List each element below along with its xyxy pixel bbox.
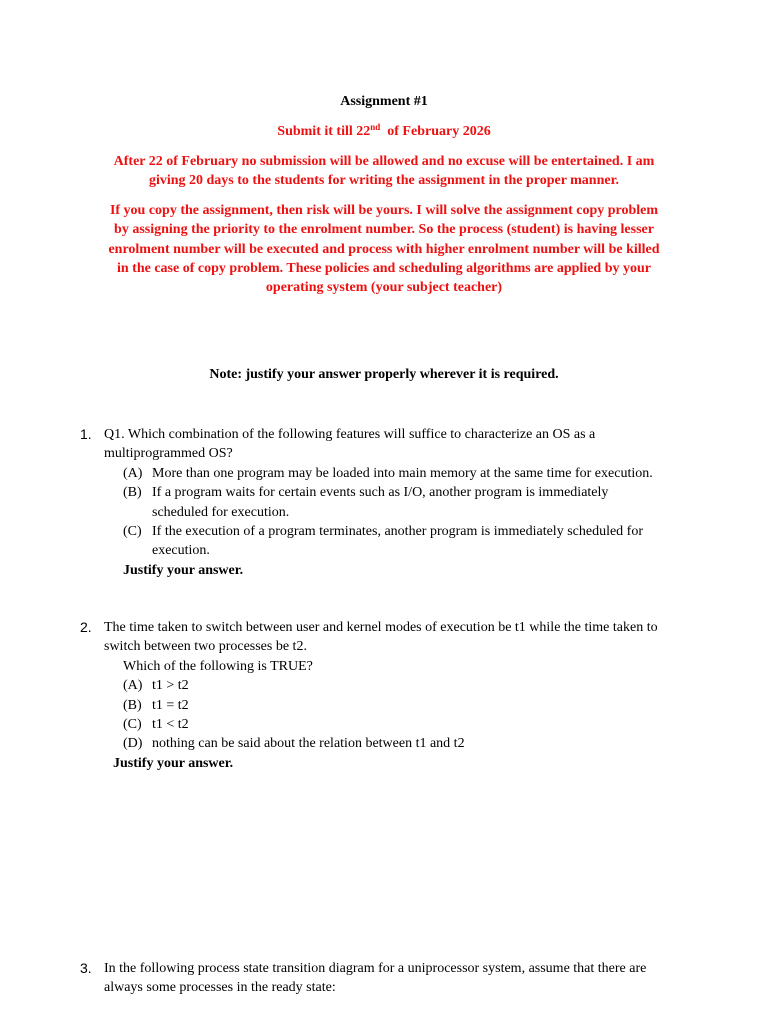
question-text: Q1. Which combination of the following features will suffice to characterize an OS as a multiprogrammed OS? xyxy=(104,427,596,462)
option-list xyxy=(123,676,663,754)
option-a xyxy=(123,464,663,483)
submission-deadline xyxy=(0,123,768,141)
question-text: The time taken to switch between user and kernel modes of execution be t1 while the time taken to switch between two processes be t2. xyxy=(104,620,658,655)
question-text: In the following process state transition diagram for a uniprocessor system, assume that there are always some processes in the ready state: xyxy=(104,961,647,996)
question-number: 3. xyxy=(80,960,92,976)
question-number: 1. xyxy=(80,426,92,442)
policy-line: If you copy the assignment, then risk will be yours. I will solve the assignment copy problem xyxy=(109,203,659,218)
warning-line: giving 20 days to the students for writing the assignment in the proper manner. xyxy=(148,173,620,189)
question-1 xyxy=(80,425,680,580)
justify-answer-label: Justify your answer. xyxy=(123,562,244,578)
option-text: t1 > t2 xyxy=(152,678,189,694)
policy-line: in the case of copy problem. These policies and scheduling algorithms are applied by your xyxy=(117,260,651,276)
question-number: 2. xyxy=(80,619,92,635)
option-b xyxy=(123,483,663,522)
option-text: t1 < t2 xyxy=(152,717,189,733)
option-label: (C) xyxy=(123,717,142,733)
option-label: (A) xyxy=(123,465,143,481)
deadline-superscript: nd xyxy=(370,122,381,132)
option-text: nothing can be said about the relation between t1 and t2 xyxy=(152,736,465,752)
option-label: (D) xyxy=(123,736,143,752)
option-c xyxy=(123,522,663,561)
late-submission-warning xyxy=(78,152,690,191)
policy-line: operating system (your subject teacher) xyxy=(265,280,503,296)
policy-line: by assigning the priority to the enrolment number. So the process (student) is having lesser xyxy=(114,222,654,238)
question-3 xyxy=(80,959,680,998)
option-a xyxy=(123,676,663,695)
option-text: If a program waits for certain events such as I/O, another program is immediately scheduled for execution. xyxy=(152,485,609,520)
option-label: (B) xyxy=(123,485,142,501)
warning-line: After 22 of February no submission will be allowed and no excuse will be entertained. I am xyxy=(113,154,655,169)
option-d xyxy=(123,734,663,753)
option-list xyxy=(123,464,663,561)
option-label: (B) xyxy=(123,697,142,713)
option-label: (A) xyxy=(123,678,143,694)
assignment-title: Assignment #1 xyxy=(340,94,428,109)
option-text: t1 = t2 xyxy=(152,697,189,713)
option-text: If the execution of a program terminates, another program is immediately scheduled for execution. xyxy=(152,524,643,559)
option-c xyxy=(123,715,663,734)
deadline-suffix: of February 2026 xyxy=(380,124,491,139)
option-text: More than one program may be loaded into main memory at the same time for execution. xyxy=(152,465,653,481)
option-label: (C) xyxy=(123,524,142,540)
copy-policy-notice xyxy=(78,201,690,297)
question-prompt: Which of the following is TRUE? xyxy=(123,658,313,674)
option-b xyxy=(123,696,663,715)
justify-note: Note: justify your answer properly wherever it is required. xyxy=(209,367,559,382)
deadline-prefix: Submit it till 22 xyxy=(277,124,371,139)
policy-line: enrolment number will be executed and process with higher enrolment number will be killed xyxy=(108,241,660,257)
justify-answer-label: Justify your answer. xyxy=(113,755,234,771)
question-2 xyxy=(80,618,680,773)
